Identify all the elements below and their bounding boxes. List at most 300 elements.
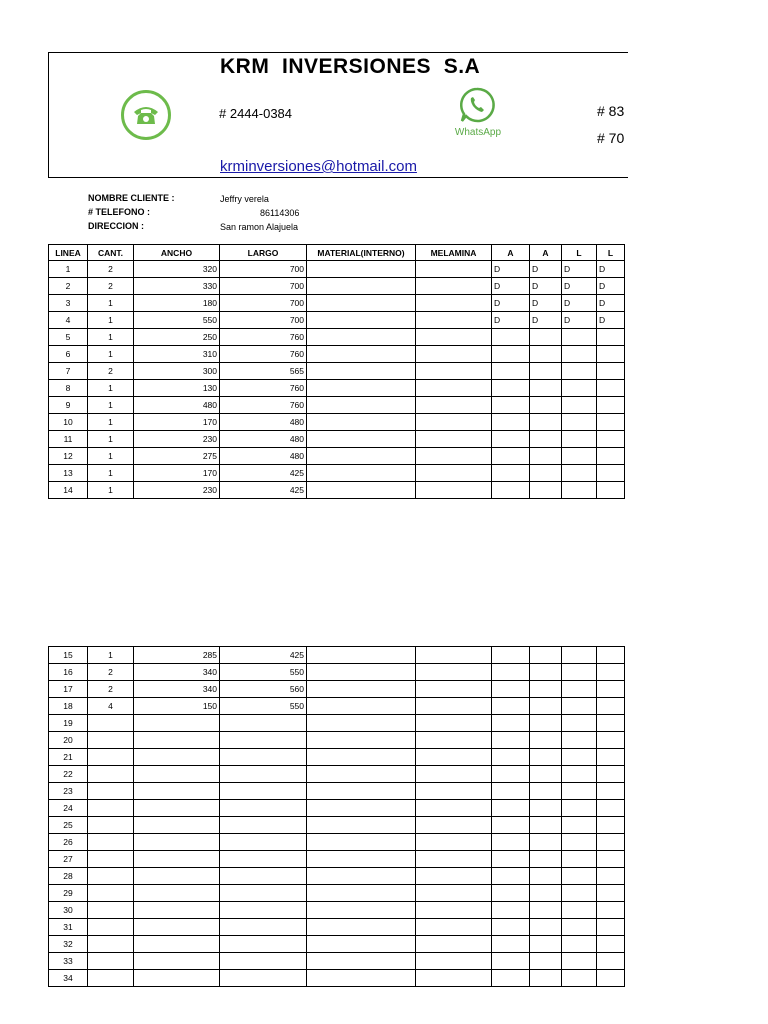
cell-l1 [562,647,597,664]
client-name-label: NOMBRE CLIENTE : [88,193,175,203]
cell-cant: 1 [88,295,134,312]
col-a2: A [530,245,562,261]
main-phone: # 2444-0384 [219,106,293,121]
cell-a1 [492,783,530,800]
cell-largo [220,732,307,749]
cell-largo [220,953,307,970]
cell-a1 [492,414,530,431]
cell-cant: 1 [88,329,134,346]
table-row [49,312,625,329]
cell-cant [88,800,134,817]
cell-melamina [416,431,492,448]
cell-ancho: 180 [134,295,220,312]
cell-largo: 550 [220,664,307,681]
cell-linea: 31 [49,919,88,936]
table-row [49,261,625,278]
cell-cant [88,919,134,936]
cell-a1 [492,885,530,902]
telephone-icon [121,90,171,140]
cell-largo: 560 [220,681,307,698]
cell-a2 [530,647,562,664]
cell-ancho: 330 [134,278,220,295]
cell-ancho: 275 [134,448,220,465]
cell-cant [88,851,134,868]
cell-cant: 1 [88,431,134,448]
cell-a2 [530,664,562,681]
cell-l1 [562,465,597,482]
cell-material [307,414,416,431]
cell-melamina [416,380,492,397]
cell-linea: 24 [49,800,88,817]
cell-material [307,312,416,329]
cell-a2 [530,919,562,936]
cell-largo [220,919,307,936]
table-row [49,885,625,902]
cell-cant [88,749,134,766]
cell-a1 [492,800,530,817]
cell-l2 [597,397,625,414]
table-row [49,414,625,431]
cell-linea: 32 [49,936,88,953]
cell-largo [220,936,307,953]
cell-a1 [492,448,530,465]
cell-cant: 1 [88,397,134,414]
cell-a1 [492,732,530,749]
cell-cant [88,766,134,783]
table-row [49,851,625,868]
cell-a1 [492,766,530,783]
cell-a1 [492,970,530,987]
client-address-value: San ramon Alajuela [220,222,299,232]
cell-l1: D [562,295,597,312]
cell-melamina [416,715,492,732]
whatsapp-label: WhatsApp [454,127,502,138]
cell-l1 [562,834,597,851]
cell-linea: 28 [49,868,88,885]
cell-l1: D [562,261,597,278]
cell-ancho: 170 [134,465,220,482]
cell-a2 [530,868,562,885]
cell-material [307,329,416,346]
cell-melamina [416,749,492,766]
cell-cant: 1 [88,312,134,329]
cell-largo: 480 [220,448,307,465]
cell-l2 [597,749,625,766]
cell-largo [220,817,307,834]
cell-largo: 425 [220,465,307,482]
table-row [49,902,625,919]
cell-melamina [416,397,492,414]
cell-largo [220,800,307,817]
whatsapp-phone-1: # 83 [597,103,625,119]
cell-ancho [134,970,220,987]
cell-largo: 700 [220,278,307,295]
cell-l2 [597,647,625,664]
cell-melamina [416,681,492,698]
cell-melamina [416,817,492,834]
cell-linea: 15 [49,647,88,664]
cell-material [307,936,416,953]
cell-material [307,715,416,732]
cell-ancho [134,902,220,919]
cell-ancho [134,817,220,834]
cell-a1 [492,698,530,715]
cell-melamina [416,919,492,936]
col-cant: CANT. [88,245,134,261]
cell-l2 [597,834,625,851]
cell-linea: 26 [49,834,88,851]
cell-cant: 1 [88,414,134,431]
cell-a1 [492,647,530,664]
cell-ancho: 320 [134,261,220,278]
cell-ancho: 230 [134,482,220,499]
cell-l2 [597,953,625,970]
cell-linea: 11 [49,431,88,448]
cell-melamina [416,482,492,499]
cell-material [307,732,416,749]
cell-material [307,397,416,414]
cell-cant: 2 [88,278,134,295]
cell-l2 [597,783,625,800]
table-row [49,363,625,380]
cell-a2 [530,482,562,499]
table-row [49,346,625,363]
cell-material [307,766,416,783]
cell-a2 [530,766,562,783]
cell-a2 [530,431,562,448]
cell-a1 [492,363,530,380]
cell-a2 [530,363,562,380]
table-row [49,800,625,817]
cell-ancho [134,834,220,851]
cell-material [307,902,416,919]
cell-a1 [492,681,530,698]
table-row [49,465,625,482]
cell-largo: 760 [220,329,307,346]
cell-ancho [134,953,220,970]
cell-ancho [134,800,220,817]
client-phone-value: 86114306 [260,208,300,218]
cell-cant [88,885,134,902]
cell-ancho: 480 [134,397,220,414]
cell-linea: 2 [49,278,88,295]
table-row [49,295,625,312]
cell-a2 [530,698,562,715]
cell-material [307,868,416,885]
cell-a1 [492,834,530,851]
cell-l1 [562,715,597,732]
cell-melamina [416,278,492,295]
cell-linea: 12 [49,448,88,465]
table-row [49,380,625,397]
cell-material [307,295,416,312]
cell-l2 [597,482,625,499]
cell-melamina [416,766,492,783]
cell-l1 [562,766,597,783]
cell-a2 [530,749,562,766]
cell-a1 [492,329,530,346]
cell-material [307,647,416,664]
cell-l1 [562,851,597,868]
cell-l2 [597,936,625,953]
col-material: MATERIAL(INTERNO) [307,245,416,261]
cell-melamina [416,851,492,868]
cell-melamina [416,902,492,919]
cell-cant: 1 [88,346,134,363]
cell-linea: 16 [49,664,88,681]
cell-a2 [530,715,562,732]
cell-linea: 17 [49,681,88,698]
cell-a1 [492,715,530,732]
whatsapp-phone-2: # 70 [597,130,625,146]
cell-ancho [134,766,220,783]
cell-a2 [530,448,562,465]
cell-cant: 1 [88,465,134,482]
cell-l1 [562,698,597,715]
table-row [49,868,625,885]
cell-linea: 19 [49,715,88,732]
cell-material [307,783,416,800]
client-phone-label: # TELEFONO : [88,207,151,217]
cell-cant: 1 [88,482,134,499]
cell-l2 [597,363,625,380]
cell-a2 [530,380,562,397]
cell-linea: 30 [49,902,88,919]
table-row [49,647,625,664]
cell-a2 [530,834,562,851]
cell-linea: 22 [49,766,88,783]
cell-material [307,834,416,851]
cell-ancho [134,936,220,953]
cell-material [307,664,416,681]
cell-cant [88,732,134,749]
cell-cant [88,868,134,885]
cell-ancho: 250 [134,329,220,346]
cell-linea: 14 [49,482,88,499]
company-name: KRM INVERSIONES S.A [220,55,481,78]
cell-material [307,698,416,715]
cell-largo [220,851,307,868]
cell-l1 [562,885,597,902]
cell-linea: 23 [49,783,88,800]
cell-a2 [530,953,562,970]
table-row [49,681,625,698]
cell-a1 [492,936,530,953]
cell-a2 [530,851,562,868]
cell-ancho: 340 [134,681,220,698]
cell-melamina [416,363,492,380]
cell-l1 [562,817,597,834]
cell-cant [88,817,134,834]
cell-l1 [562,936,597,953]
cell-a2 [530,817,562,834]
cell-l2: D [597,261,625,278]
cell-cant: 2 [88,664,134,681]
email-link[interactable]: krminversiones@hotmail.com [220,158,417,175]
cell-a1 [492,817,530,834]
cell-l1 [562,363,597,380]
cell-l2 [597,885,625,902]
cell-largo: 425 [220,647,307,664]
cell-largo [220,834,307,851]
cell-melamina [416,312,492,329]
cell-a2: D [530,312,562,329]
cell-a1 [492,919,530,936]
cell-largo [220,766,307,783]
cell-material [307,482,416,499]
cell-cant: 1 [88,647,134,664]
cell-a1: D [492,295,530,312]
cell-cant: 1 [88,380,134,397]
cell-largo [220,885,307,902]
cell-melamina [416,800,492,817]
cell-l2 [597,698,625,715]
table-row [49,278,625,295]
cell-largo [220,902,307,919]
cell-a2 [530,465,562,482]
cell-melamina [416,698,492,715]
cell-largo [220,970,307,987]
cell-melamina [416,448,492,465]
cell-a2 [530,414,562,431]
cell-l1 [562,448,597,465]
cell-linea: 9 [49,397,88,414]
cell-a2 [530,902,562,919]
table-row [49,970,625,987]
cell-largo: 760 [220,346,307,363]
cell-linea: 27 [49,851,88,868]
cell-l1 [562,800,597,817]
cell-l1: D [562,312,597,329]
cell-l2 [597,817,625,834]
col-l2: L [597,245,625,261]
cell-largo: 565 [220,363,307,380]
cell-cant: 2 [88,681,134,698]
cell-l1 [562,749,597,766]
cell-largo [220,715,307,732]
table-row [49,431,625,448]
cell-largo: 700 [220,312,307,329]
cell-material [307,380,416,397]
cell-ancho: 285 [134,647,220,664]
cell-l1: D [562,278,597,295]
cell-ancho: 230 [134,431,220,448]
cell-a2: D [530,295,562,312]
cell-l1 [562,868,597,885]
cell-l2 [597,681,625,698]
col-melamina: MELAMINA [416,245,492,261]
cell-material [307,851,416,868]
table-row [49,749,625,766]
cell-a1 [492,346,530,363]
cell-largo [220,783,307,800]
cell-ancho [134,715,220,732]
cell-cant [88,936,134,953]
cell-a1 [492,953,530,970]
cell-a1 [492,397,530,414]
cell-material [307,465,416,482]
cut-list-table-bottom [48,646,625,987]
cell-cant: 4 [88,698,134,715]
client-address-label: DIRECCION : [88,221,144,231]
cell-melamina [416,664,492,681]
cell-linea: 5 [49,329,88,346]
table-row [49,397,625,414]
cell-a2 [530,681,562,698]
cell-a1 [492,482,530,499]
cell-ancho: 300 [134,363,220,380]
cell-largo: 760 [220,397,307,414]
cell-a2 [530,800,562,817]
cell-cant [88,783,134,800]
cell-l2 [597,715,625,732]
cell-l1 [562,431,597,448]
cell-l2 [597,868,625,885]
cell-ancho: 550 [134,312,220,329]
cell-l1 [562,414,597,431]
cell-a1 [492,749,530,766]
cell-melamina [416,465,492,482]
cell-a2 [530,970,562,987]
cell-melamina [416,346,492,363]
cell-linea: 3 [49,295,88,312]
cell-l1 [562,953,597,970]
cell-a2: D [530,278,562,295]
cell-largo: 480 [220,414,307,431]
company-header [48,52,628,178]
cell-linea: 10 [49,414,88,431]
cell-material [307,970,416,987]
cell-material [307,346,416,363]
cell-l2 [597,431,625,448]
cell-a1: D [492,278,530,295]
cell-l1 [562,397,597,414]
cell-l1 [562,919,597,936]
cell-ancho: 130 [134,380,220,397]
cell-linea: 29 [49,885,88,902]
cell-l2 [597,732,625,749]
cell-largo: 700 [220,261,307,278]
cell-material [307,431,416,448]
cell-l1 [562,681,597,698]
cell-a2 [530,936,562,953]
table-row [49,817,625,834]
cell-cant: 2 [88,363,134,380]
cell-a2 [530,732,562,749]
cell-ancho [134,732,220,749]
cell-material [307,817,416,834]
cell-linea: 4 [49,312,88,329]
cell-material [307,681,416,698]
cell-cant [88,970,134,987]
cell-melamina [416,970,492,987]
cell-melamina [416,261,492,278]
cell-linea: 8 [49,380,88,397]
cell-material [307,800,416,817]
cell-melamina [416,295,492,312]
col-ancho: ANCHO [134,245,220,261]
cell-linea: 34 [49,970,88,987]
client-name-value: Jeffry verela [220,194,269,204]
cell-linea: 20 [49,732,88,749]
cell-ancho: 150 [134,698,220,715]
cell-a1 [492,431,530,448]
cell-material [307,261,416,278]
table-row [49,919,625,936]
cell-material [307,278,416,295]
cell-largo: 480 [220,431,307,448]
cell-largo [220,868,307,885]
